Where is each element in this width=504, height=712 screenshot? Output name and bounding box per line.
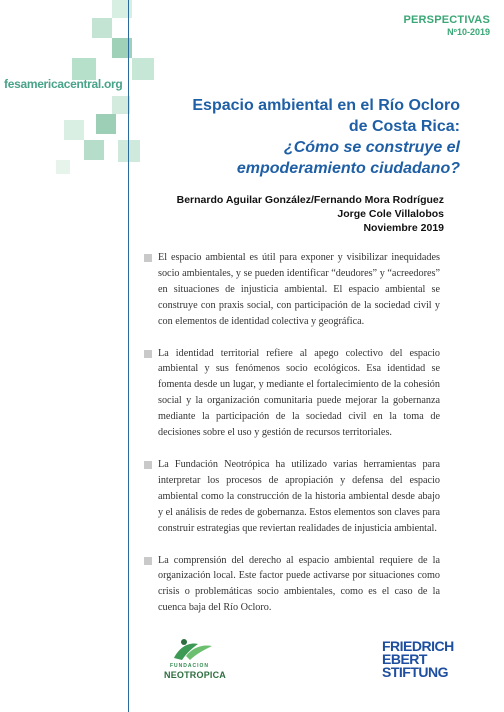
neotropica-small-text: FUNDACION (170, 663, 209, 669)
title-line-4: empoderamiento ciudadano? (236, 160, 460, 177)
paragraph-text: La Fundación Neotrópica ha utilizado varias herramientas para interpretar los procesos de apropiación y defensa del espacio ambiental como la construcción de la historia ambiental desde abajo y el análisis de redes de gobernanza. Estos elementos son claves para construir estrategias que reviertan realidades de injusticia ambiental. (158, 458, 440, 534)
bird-icon (164, 632, 224, 664)
title-line-2: de Costa Rica: (348, 118, 460, 135)
document-title (192, 95, 460, 179)
series-number: Nº10-2019 (447, 27, 490, 37)
paragraph-text: El espacio ambiental es útil para exponer y visibilizar inequidades socio ambientales, y se pueden identificar “deudores” y “acreedores” en situaciones de injusticia ambiental. El espacio ambiental se construye con praxis social, con participación de la sociedad civil y con elementos de identidad colectiva y geográfica. (158, 252, 440, 327)
neotropica-logo (164, 632, 227, 682)
paragraph-text: La identidad territorial refiere al apego colectivo del espacio ambiental y sus fenómenos socio ecológicos. Esa identidad se fomenta desde un lugar, y mediante el fortalecimiento de la cohesión social y la organización comunitaria puede mejorar la gobernanza mediante la participación de la sociedad civil en la toma de decisiones sobre el uso y gestión de recursos territoriales. (158, 347, 440, 439)
bullet-square-icon (144, 557, 152, 565)
summary-paragraphs (144, 250, 440, 632)
decorative-mosaic (0, 0, 160, 200)
paragraph (144, 346, 440, 441)
fes-line-1: FRIEDRICH (382, 638, 454, 654)
fes-line-2: EBERT (382, 651, 427, 667)
publication-date: Noviembre 2019 (363, 222, 444, 234)
site-url[interactable]: fesamericacentral.org (4, 77, 123, 91)
fes-logo (382, 640, 454, 679)
bullet-square-icon (144, 461, 152, 469)
neotropica-name: NEOTROPICA (164, 670, 227, 680)
title-line-3: ¿Cómo se construye el (283, 139, 460, 156)
series-header (403, 14, 490, 37)
bullet-square-icon (144, 254, 152, 262)
paragraph (144, 553, 440, 617)
vertical-rule (128, 0, 129, 712)
bullet-square-icon (144, 350, 152, 358)
paragraph (144, 250, 440, 330)
fes-line-3: STIFTUNG (382, 664, 448, 680)
title-line-1: Espacio ambiental en el Río Ocloro (192, 97, 460, 114)
authors-line-1: Bernardo Aguilar González/Fernando Mora Rodríguez (176, 194, 444, 206)
paragraph (144, 457, 440, 537)
authors-block (177, 193, 444, 235)
series-name: PERSPECTIVAS (403, 14, 490, 26)
paragraph-text: La comprensión del derecho al espacio ambiental requiere de la organización local. Este factor puede activarse por situaciones como crisis o problemáticas socio ambientales, como es el caso de la cuenca baja del Río Ocloro. (158, 554, 440, 614)
authors-line-2: Jorge Cole Villalobos (337, 208, 444, 220)
